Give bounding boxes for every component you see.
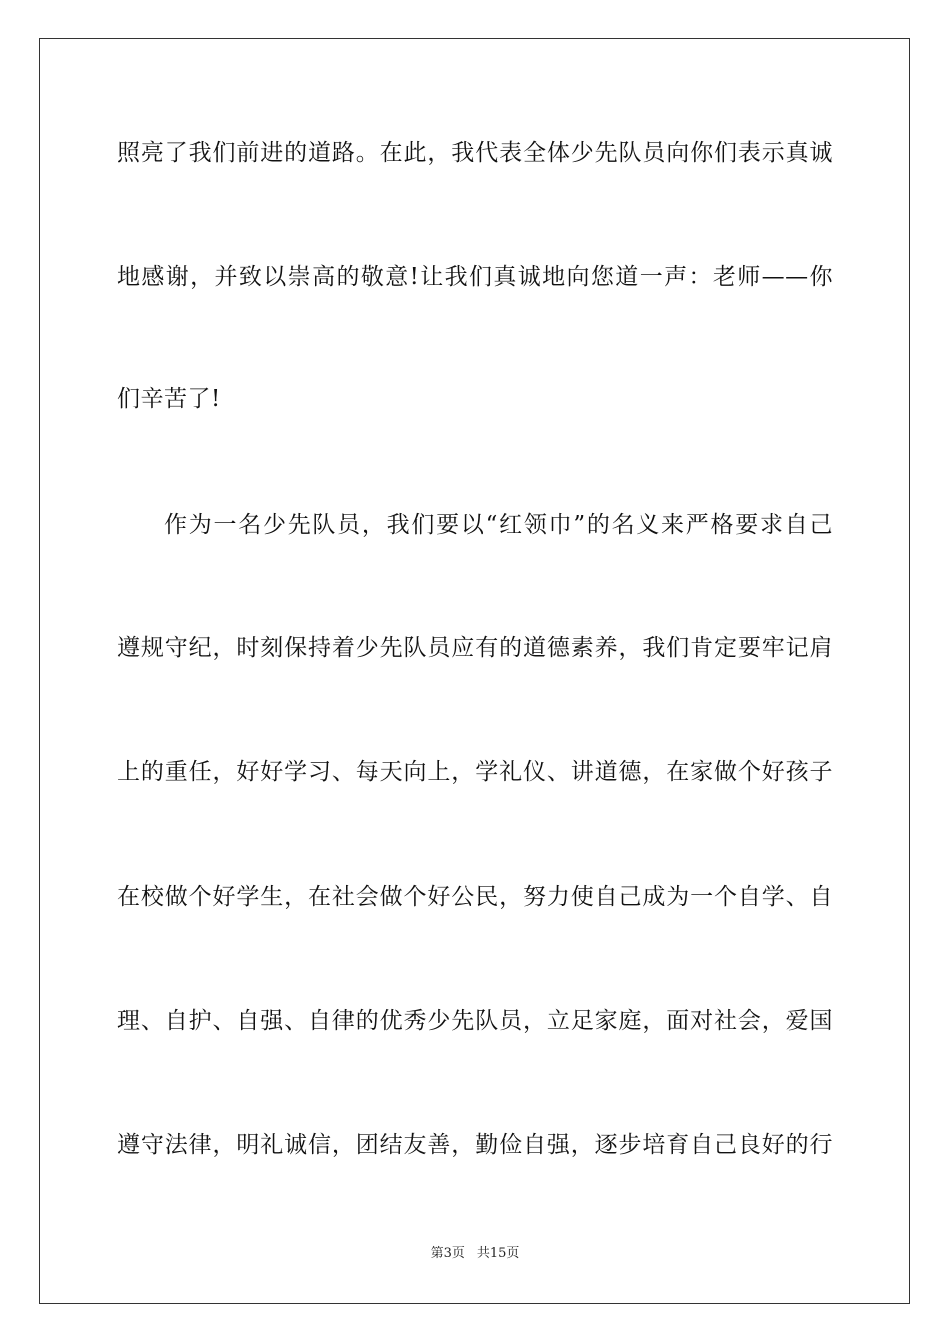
page-border [39,38,910,1304]
text-line: 遵守法律，明礼诚信，团结友善，勤俭自强，逐步培育自己良好的行 [117,1132,833,1158]
page-total: 共15页 [476,1246,520,1261]
page-number: 第3页 [430,1246,465,1261]
text-line: 地感谢，并致以崇高的敬意!让我们真诚地向您道一声：老师——你 [117,264,833,290]
text-line: 遵规守纪，时刻保持着少先队员应有的道德素养，我们肯定要牢记肩 [117,635,833,661]
text-line: 上的重任，好好学习、每天向上，学礼仪、讲道德，在家做个好孩子 [117,759,833,785]
paragraph-first-line: 作为一名少先队员，我们要以“红领巾”的名义来严格要求自己 [164,512,833,538]
text-line: 照亮了我们前进的道路。在此，我代表全体少先队员向你们表示真诚 [117,140,833,166]
page-footer [0,1245,950,1263]
text-line: 们辛苦了! [117,386,221,412]
text-line: 在校做个好学生，在社会做个好公民，努力使自己成为一个自学、自 [117,884,833,910]
text-line: 理、自护、自强、自律的优秀少先队员，立足家庭，面对社会，爱国 [117,1008,833,1034]
